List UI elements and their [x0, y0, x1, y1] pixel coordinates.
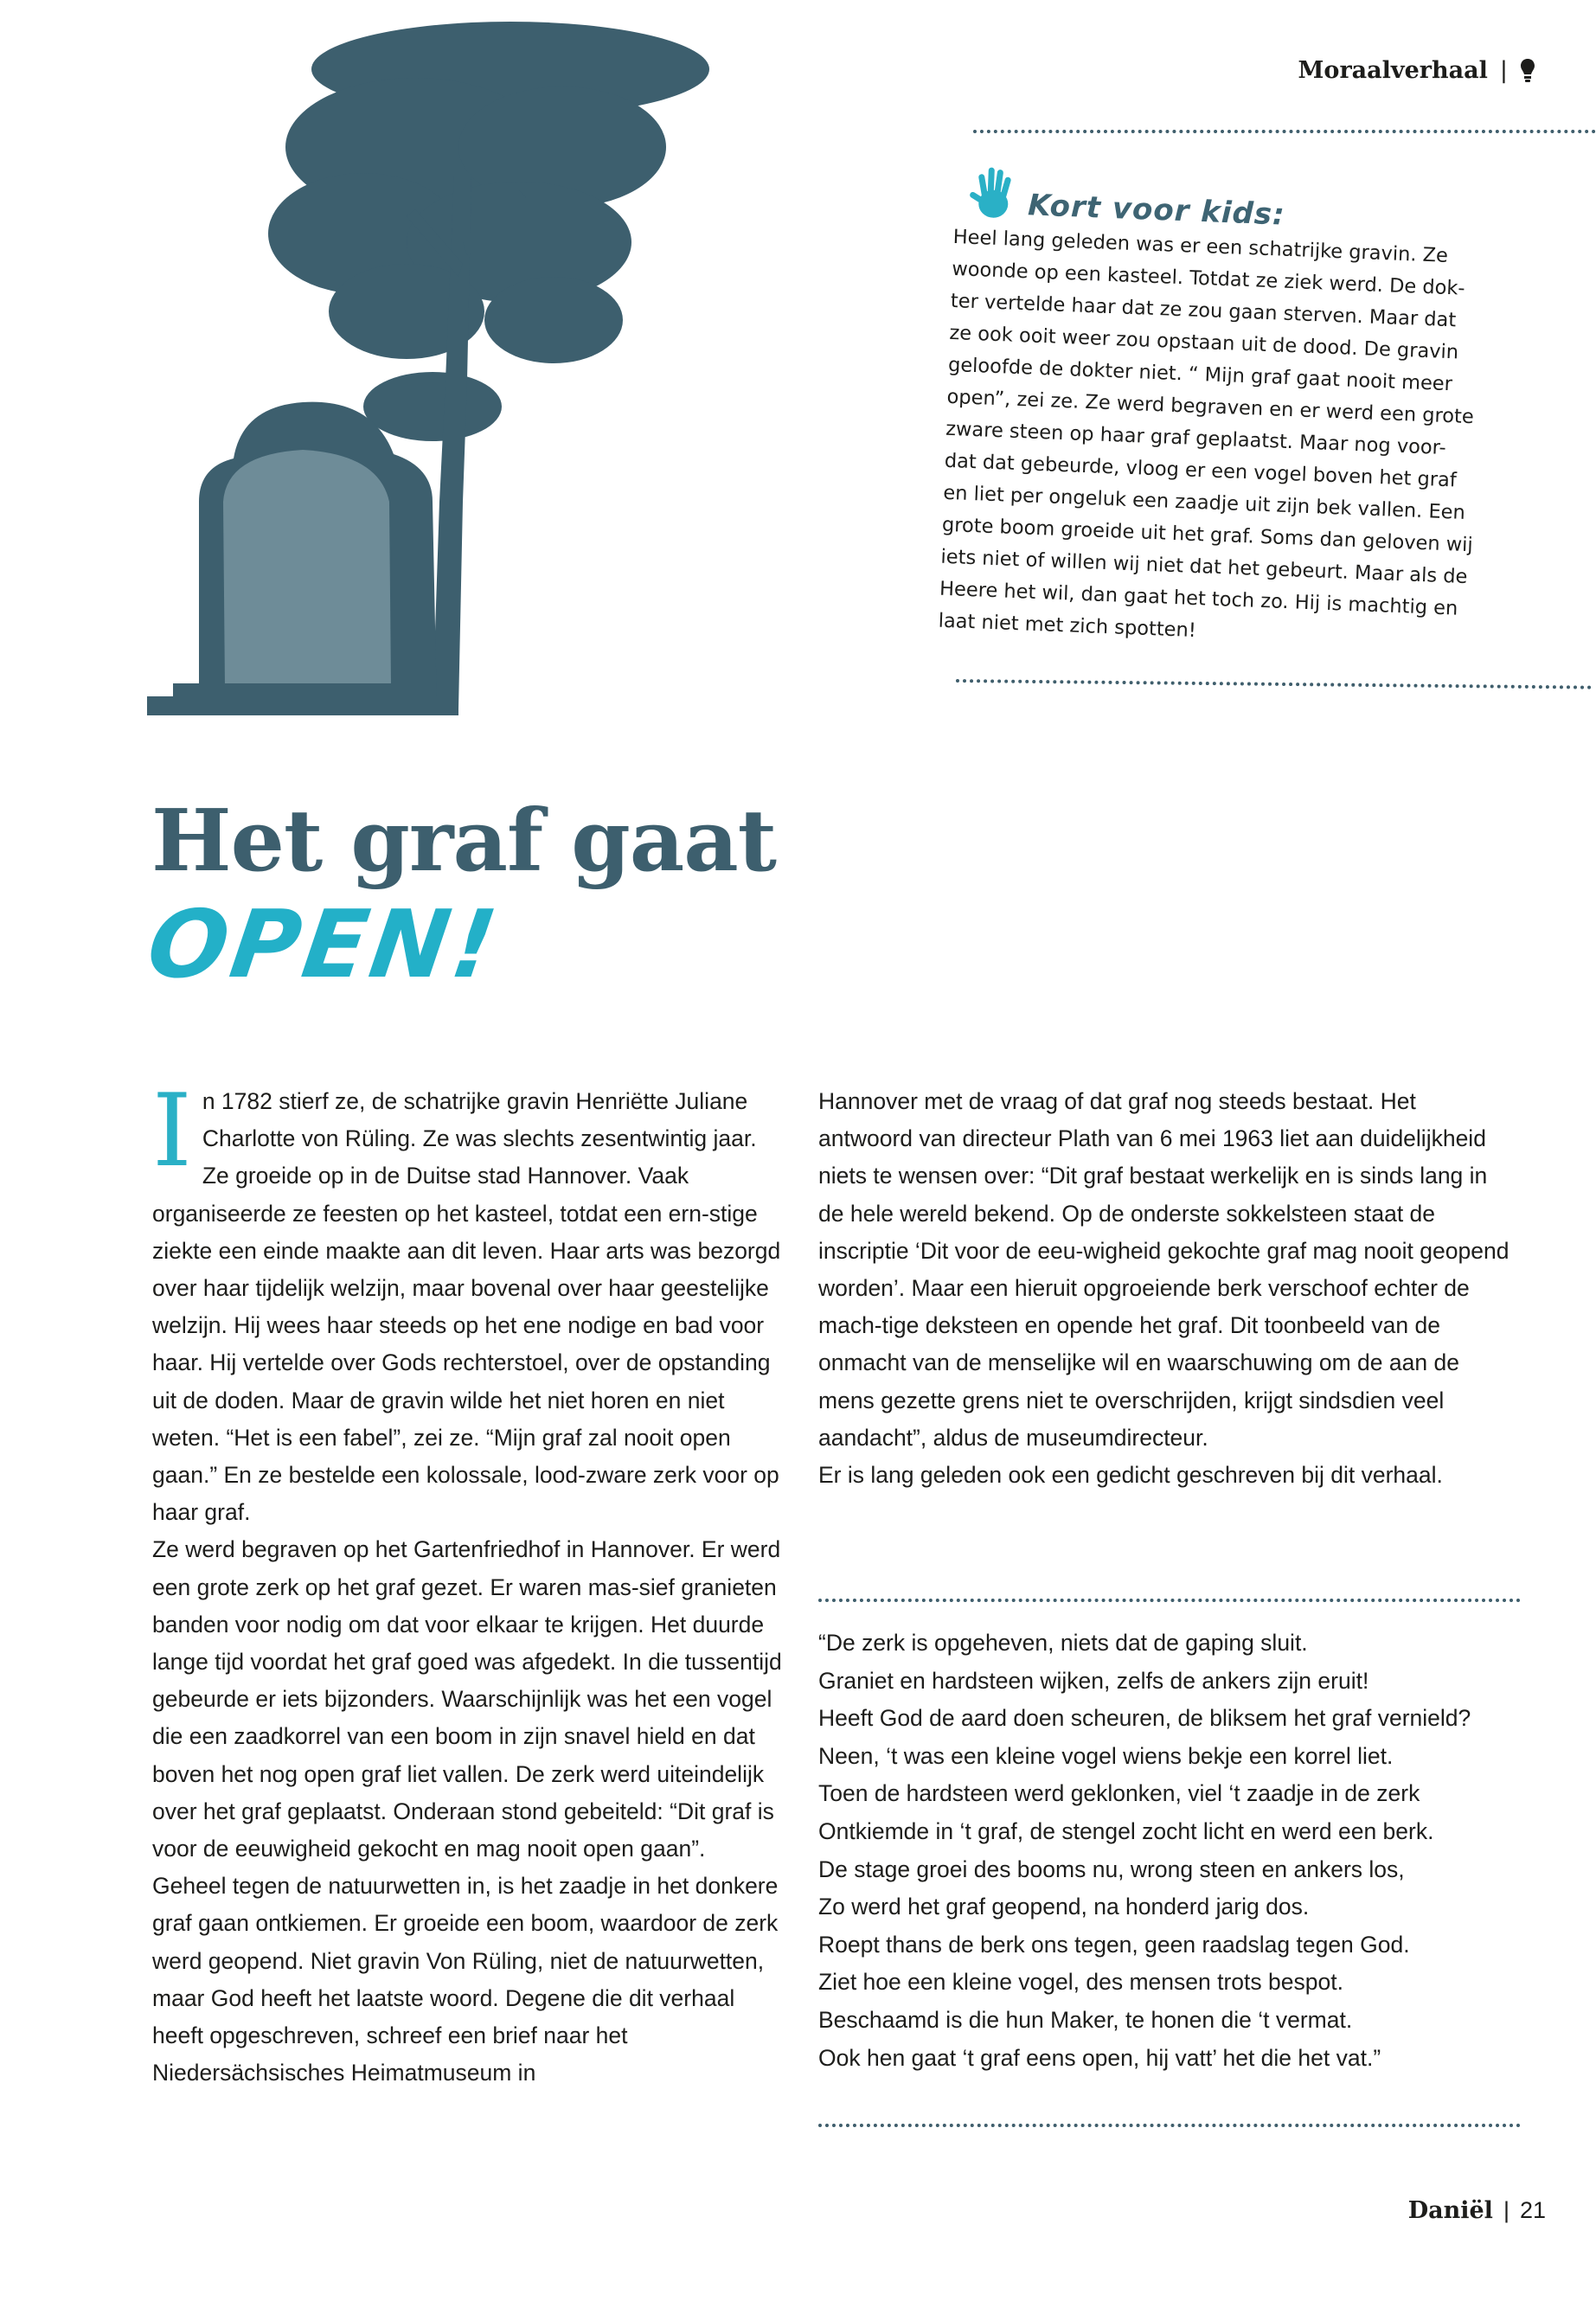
section-label: Moraalverhaal [1298, 57, 1488, 84]
poem-line: Zo werd het graf geopend, na honderd jarig dos. [818, 1894, 1310, 1920]
lightbulb-icon [1520, 58, 1535, 84]
paragraph: Hannover met de vraag of dat graf nog steeds bestaat. Het antwoord van directeur Plath van 6 mei 1963 liet aan duidelijkheid niets te wensen over: “Dit graf bestaat werkelijk en is sinds lang in de hele wereld bekend. Op de onderste sokkelsteen staat de inscriptie ‘Dit voor de eeu-wigheid gekochte graf mag nooit geopend worden’. Maar een hieruit opgroeiende berk verschoof echter de mach-tige deksteen en opende het graf. Dit toonbeeld van de onmacht van de menselijke wil en waarschuwing om de aan de mens gezette grens niet te overschrijden, krijgt sindsdien veel aandacht”, aldus de museumdirecteur. [818, 1088, 1509, 1451]
footer-separator: | [1503, 2197, 1509, 2223]
section-header [1298, 57, 1535, 84]
handprint-icon [967, 165, 1021, 222]
gravestone-icon [147, 402, 458, 715]
paragraph: n 1782 stierf ze, de schatrijke gravin Henriëtte Juliane Charlotte von Rüling. Ze was slechts zesentwintig jaar. Ze groeide op in de Duitse stad Hannover. Vaak organiseerde ze feesten op het kasteel, totdat een ern-stige ziekte een einde maakte aan dit leven. Haar arts was bezorgd over haar tijdelijk welzijn, maar bovenal over haar geestelijke welzijn. Hij wees haar steeds op het ene nodige en bad voor haar. Hij vertelde over Gods rechterstoel, over de opstanding uit de doden. Maar de gravin wilde het niet horen en niet weten. “Het is een fabel”, zei ze. “Mijn graf zal nooit open gaan.” En ze bestelde een kolossale, lood-zware zerk voor op haar graf. [152, 1088, 781, 1526]
article-column-left [152, 1073, 788, 2092]
poem-line: Ook hen gaat ‘t graf eens open, hij vatt’ het die het vat.” [818, 2044, 1381, 2071]
header-separator: | [1499, 57, 1508, 84]
article-column-right [818, 1083, 1510, 1494]
poem-line: Heeft God de aard doen scheuren, de bliksem het graf vernield? [818, 1705, 1471, 1732]
poem-line: Graniet en hardsteen wijken, zelfs de ankers zijn eruit! [818, 1667, 1369, 1694]
drop-cap: I [152, 1073, 192, 1189]
tree-and-gravestone-illustration [147, 17, 770, 735]
poem-line: Toen de hardsteen werd geklonken, viel ‘t zaadje in de zerk [818, 1780, 1420, 1807]
paragraph: Ze werd begraven op het Gartenfriedhof in Hannover. Er werd een grote zerk op het graf gezet. Er waren mas-sief granieten banden voor nodig om dat voor elkaar te krijgen. Het duurde lange tijd voordat het graf goed was afgedekt. In die tussentijd gebeurde er iets bijzonders. Waarschijnlijk was het een vogel die een zaadkorrel van een boom in zijn snavel hield en dat boven het nog open graf liet vallen. De zerk werd uiteindelijk over het graf geplaatst. Onderaan stond gebeiteld: “Dit graf is voor de eeuwigheid gekocht en mag nooit open gaan”. [152, 1536, 782, 1862]
poem-line: De stage groei des booms nu, wrong steen en ankers los, [818, 1856, 1405, 1882]
page-footer [1408, 2197, 1546, 2224]
kids-box-top-divider [973, 130, 1596, 133]
paragraph: Geheel tegen de natuurwetten in, is het zaadje in het donkere graf gaan ontkiemen. Er groeide een boom, waardoor de zerk werd geopend. Niet gravin Von Rüling, niet de natuurwetten, maar God heeft het laatste woord. Degene die dit verhaal heeft opgeschreven, schreef een brief naar het Niedersächsisches Heimatmuseum in [152, 1873, 779, 2086]
poem [818, 1625, 1519, 2077]
poem-line: Roept thans de berk ons tegen, geen raadslag tegen God. [818, 1931, 1410, 1958]
poem-line: Ziet hoe een kleine vogel, des mensen trots bespot. [818, 1969, 1343, 1996]
kids-title: Kort voor kids: [1027, 188, 1286, 233]
poem-line: Ontkiemde in ‘t graf, de stengel zocht licht en werd een berk. [818, 1817, 1434, 1844]
paragraph: Er is lang geleden ook een gedicht geschreven bij dit verhaal. [818, 1462, 1443, 1489]
magazine-name: Daniël [1407, 2197, 1493, 2224]
article-title-accent: OPEN! [141, 891, 507, 999]
kids-box-bottom-divider [956, 679, 1592, 689]
poem-top-divider [818, 1599, 1521, 1602]
poem-bottom-divider [818, 2124, 1521, 2127]
page-number: 21 [1519, 2197, 1546, 2223]
poem-line: “De zerk is opgeheven, niets dat de gaping sluit. [818, 1630, 1308, 1656]
kids-summary-content [938, 164, 1492, 657]
article-title: Het graf gaat [151, 792, 777, 891]
poem-line: Beschaamd is die hun Maker, te honen die ‘t vermat. [818, 2006, 1353, 2033]
poem-line: Neen, ‘t was een kleine vogel wiens bekje een korrel liet. [818, 1742, 1394, 1769]
kids-summary-box [938, 130, 1592, 701]
kids-summary-text: Heel lang geleden was er een schatrijke gravin. Ze woonde op een kasteel. Totdat ze ziek werd. De dok- ter vertelde haar dat ze zou gaan sterven. Maar dat ze ook ooit weer zou opstaan uit de dood. De gravin geloofde de dokter niet. “ Mijn graf gaat nooit meer open”, zei ze. Ze werd begraven en er werd een grote zware steen op haar graf geplaatst. Maar nog voor- dat dat gebeurde, vloog er een vogel boven het graf en liet per ongeluk een zaadje uit zijn bek vallen. Een grote boom groeide uit het graf. Soms dan geloven wij iets niet of willen wij niet dat het gebeurt. Maar als de Heere het wil, dan gaat het toch zo. Hij is machtig en laat niet met zich spotten! [938, 225, 1475, 643]
